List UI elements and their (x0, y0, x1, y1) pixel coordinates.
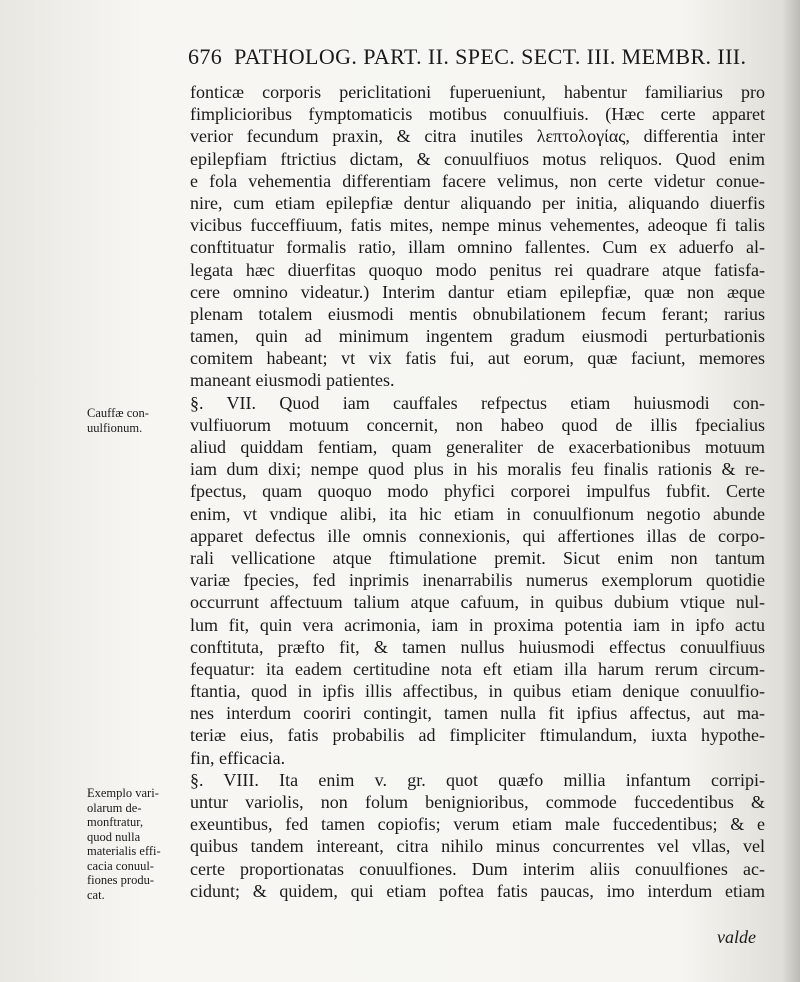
text-line: cere omnino videatur.) Interim dantur etiam epilepfiæ, quæ non æque (190, 281, 765, 302)
text-line: comitem habeant; vt vix fatis fui, aut eorum, quæ faciunt, memores (190, 348, 765, 369)
text-line: fequatur: ita eadem certitudine nota eft etiam illa harum rerum circum- (190, 658, 765, 679)
margin-note-line: Exemplo vari- (87, 786, 159, 800)
text-line: certe proportionatas conuulfiones. Dum interim aliis conuulfiones ac- (190, 858, 765, 879)
text-line: cidunt; & quidem, qui etiam poftea fatis paucas, imo interdum etiam (190, 880, 765, 901)
text-line: exeuntibus, fed tamen copiofis; verum etiam male fuccedentibus; & e (190, 814, 765, 835)
margin-note-line: quod nulla (87, 829, 141, 844)
text-line: maneant eiusmodi patientes. (190, 370, 395, 391)
running-title: PATHOLOG. PART. II. SPEC. SECT. III. MEMBR. III. (234, 44, 747, 69)
text-line: fpectus, quam quoquo modo phyfici corporei impulfus fubfit. Certe (190, 481, 765, 502)
margin-note-line: cacia conuul- (87, 858, 154, 873)
text-line: nire, cum etiam epilepfiæ dentur aliquando per initia, aliquando diuerfis (190, 192, 765, 213)
text-line: untur variolis, non folum benignioribus, commode fuccedentibus & (190, 792, 765, 812)
text-line: conftituta, præfto fit, & tamen nullus huiusmodi effectus conuulfiuus (190, 636, 765, 657)
margin-note-line: olarum de- (87, 800, 142, 815)
text-line: apparet defectus ille omnis connexionis, qui affertiones illas de corpo- (190, 525, 765, 546)
text-line: fin, efficacia. (190, 747, 286, 768)
text-line: epilepfiam ftrictius dictam, & conuulfiuos motus reliquos. Quod enim (190, 148, 765, 169)
text-line: plenam totalem eiusmodi mentis obnubilationem fecum ferant; rarius (190, 303, 765, 324)
text-line: iam dum dixi; nempe quod plus in his moralis feu finalis rationis & re- (190, 459, 765, 480)
text-line: teriæ eius, fatis probabilis ad fimpliciter ftimulandum, iuxta hypothe- (190, 725, 765, 746)
margin-note-line: materialis effi- (87, 844, 161, 858)
text-line: ftantia, quod in ipfis illis affectibus, in quibus etiam denique conuulfio- (190, 681, 765, 702)
margin-note-line: monftratur, (87, 815, 144, 829)
margin-note-causes (87, 406, 185, 435)
text-line: conftituatur formalis ratio, illam omnino fallentes. Cum ex aduerfo al- (190, 237, 765, 258)
text-line: fimplicioribus fymptomaticis motibus conuulfiuis. (Hæc certe apparet (190, 104, 765, 125)
text-line: enim, vt vndique alibi, ita hic etiam in conuulfionum negotio abunde (190, 503, 765, 524)
text-line: aliud quiddam fentiam, quam generaliter de exacerbationibus motuum (190, 437, 765, 457)
text-line: nes interdum cooriri contingit, tamen nulla fit ipfius affectus, aut ma- (190, 703, 765, 724)
margin-note-line: Cauffæ con- (87, 406, 149, 420)
page-edge-shadow (782, 0, 800, 982)
text-line: vulfiuorum motuum concernit, non habeo quod de illis fpecialius (190, 414, 765, 435)
text-block (190, 81, 765, 902)
page-number: 676 (188, 44, 223, 69)
text-line: lum fit, quin vera acrimonia, iam in proxima potentia iam in ipfo actu (190, 614, 765, 635)
margin-note-line: fiones produ- (87, 873, 154, 887)
text-line: verior fecundum praxin, & citra inutiles λεπτολογίας, differentia inter (190, 126, 765, 147)
text-line: occurrunt affectuum talium atque cafuum, in quibus dubium vtique nul- (190, 592, 765, 613)
text-line: legata hæc diuerfitas quoquo modo penitus rei quadrare atque fatisfa- (190, 259, 765, 280)
text-line: rali vellicatione atque ftimulatione premit. Sicut enim non tantum (190, 547, 765, 568)
text-line: e fola vehementia differentiam facere velimus, non certe videtur conue- (190, 170, 765, 191)
text-line: quibus tandem intereant, citra nihilo minus concurrentes vel vllas, vel (190, 836, 765, 857)
section-heading-line: §. VIII. Ita enim v. gr. quot quæfo millia infantum corripi- (190, 769, 765, 790)
margin-note-line: uulfionum. (87, 420, 143, 435)
text-line: tamen, quin ad minimum ingentem gradum eiusmodi perturbationis (190, 326, 765, 347)
text-line: variæ fpecies, fed inprimis inenarrabilis numerus exemplorum quotidie (190, 570, 765, 591)
running-header (188, 44, 746, 70)
margin-note-line: cat. (87, 887, 105, 902)
text-line: fonticæ corporis periclitationi fuperueniunt, habentur familiarius pro (190, 82, 765, 102)
catchword: valde (717, 927, 756, 947)
margin-note-example (87, 786, 185, 902)
text-line: vicibus fucceffiuum, fatis mites, nempe minus vehementes, adeoque fi talis (190, 215, 765, 236)
section-heading-line: §. VII. Quod iam cauffales refpectus etiam huiusmodi con- (190, 392, 765, 413)
